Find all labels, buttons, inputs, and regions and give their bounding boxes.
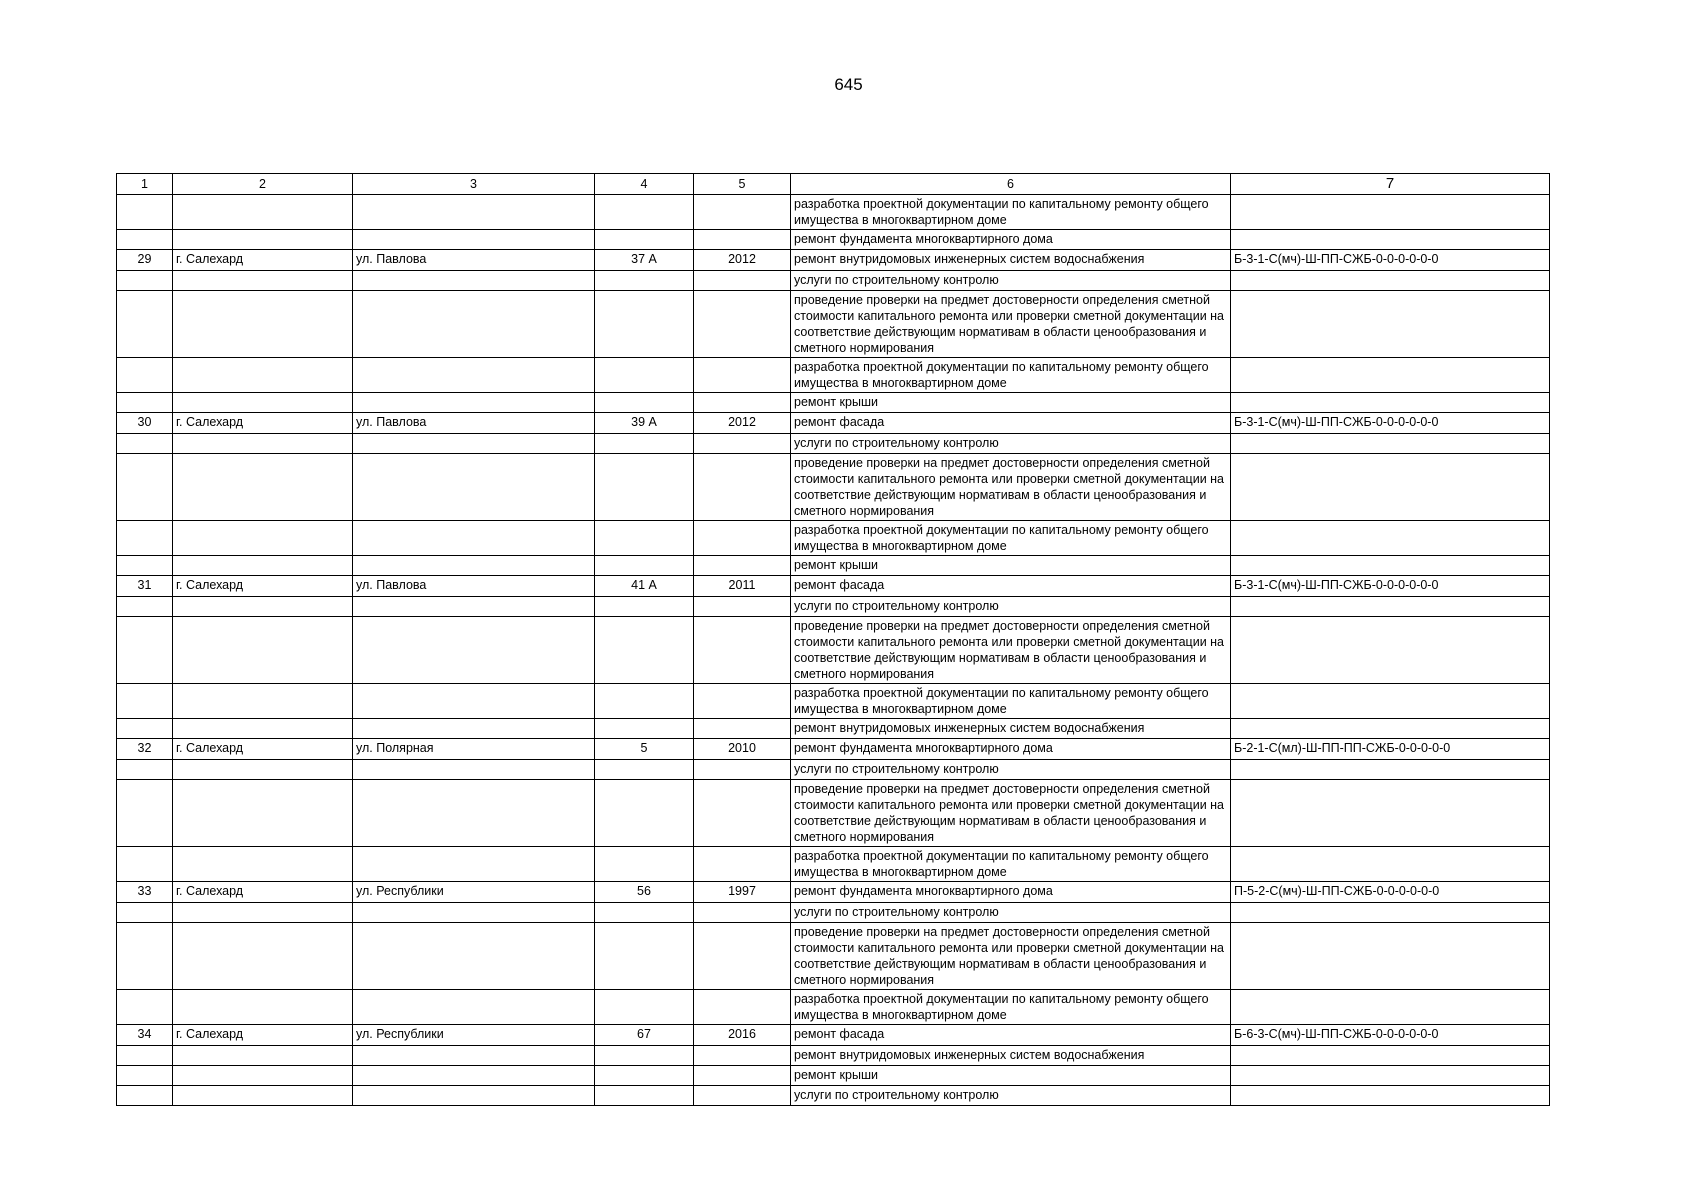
cell-number <box>117 903 173 923</box>
cell-number <box>117 597 173 617</box>
capital-repair-table <box>116 173 1550 1106</box>
cell-year <box>694 434 791 454</box>
cell-year <box>694 1086 791 1106</box>
cell-city: г. Салехард <box>173 413 353 434</box>
cell-code: Б-3-1-С(мч)-Ш-ПП-СЖБ-0-0-0-0-0-0 <box>1231 413 1550 434</box>
cell-work-type: разработка проектной документации по капитальному ремонту общего имущества в многоквартирном доме <box>791 195 1231 230</box>
cell-number: 30 <box>117 413 173 434</box>
cell-work-type: ремонт внутридомовых инженерных систем водоснабжения <box>791 1046 1231 1066</box>
cell-code <box>1231 1066 1550 1086</box>
table-row <box>117 719 1550 739</box>
cell-house <box>595 990 694 1025</box>
col-header-5: 5 <box>694 174 791 195</box>
cell-city <box>173 617 353 684</box>
cell-city <box>173 719 353 739</box>
table-row <box>117 1046 1550 1066</box>
cell-city: г. Салехард <box>173 250 353 271</box>
cell-house <box>595 358 694 393</box>
cell-work-type: проведение проверки на предмет достоверности определения сметной стоимости капитального ремонта или проверки сметной документации на соответствие действующим нормативам в области ценообразования и сметного нормирования <box>791 617 1231 684</box>
cell-work-type: ремонт внутридомовых инженерных систем водоснабжения <box>791 719 1231 739</box>
table-row <box>117 760 1550 780</box>
cell-code <box>1231 597 1550 617</box>
cell-work-type: услуги по строительному контролю <box>791 903 1231 923</box>
cell-code <box>1231 434 1550 454</box>
cell-number: 32 <box>117 739 173 760</box>
cell-house <box>595 230 694 250</box>
cell-street <box>353 903 595 923</box>
cell-city <box>173 521 353 556</box>
cell-number <box>117 990 173 1025</box>
cell-year: 1997 <box>694 882 791 903</box>
cell-street <box>353 597 595 617</box>
table-row <box>117 521 1550 556</box>
cell-number: 34 <box>117 1025 173 1046</box>
cell-street <box>353 1046 595 1066</box>
cell-work-type: ремонт крыши <box>791 1066 1231 1086</box>
cell-code: П-5-2-С(мч)-Ш-ПП-СЖБ-0-0-0-0-0-0 <box>1231 882 1550 903</box>
cell-number <box>117 1066 173 1086</box>
cell-year <box>694 990 791 1025</box>
cell-street: ул. Павлова <box>353 413 595 434</box>
table-row <box>117 1066 1550 1086</box>
table-row <box>117 1086 1550 1106</box>
table-row <box>117 454 1550 521</box>
cell-number <box>117 521 173 556</box>
cell-code <box>1231 1046 1550 1066</box>
cell-work-type: разработка проектной документации по капитальному ремонту общего имущества в многоквартирном доме <box>791 990 1231 1025</box>
table-row <box>117 271 1550 291</box>
table-row <box>117 195 1550 230</box>
cell-number <box>117 923 173 990</box>
cell-work-type: проведение проверки на предмет достоверности определения сметной стоимости капитального ремонта или проверки сметной документации на соответствие действующим нормативам в области ценообразования и сметного нормирования <box>791 454 1231 521</box>
cell-city: г. Салехард <box>173 882 353 903</box>
cell-city <box>173 847 353 882</box>
table-row <box>117 576 1550 597</box>
cell-year <box>694 684 791 719</box>
cell-house <box>595 847 694 882</box>
cell-house <box>595 291 694 358</box>
cell-number <box>117 760 173 780</box>
cell-number <box>117 454 173 521</box>
cell-year <box>694 903 791 923</box>
cell-street: ул. Республики <box>353 882 595 903</box>
cell-street <box>353 271 595 291</box>
cell-house: 37 А <box>595 250 694 271</box>
cell-work-type: ремонт фасада <box>791 576 1231 597</box>
cell-work-type: проведение проверки на предмет достоверности определения сметной стоимости капитального ремонта или проверки сметной документации на соответствие действующим нормативам в области ценообразования и сметного нормирования <box>791 291 1231 358</box>
cell-code <box>1231 684 1550 719</box>
cell-house <box>595 556 694 576</box>
cell-street: ул. Павлова <box>353 250 595 271</box>
cell-year: 2010 <box>694 739 791 760</box>
table-row <box>117 250 1550 271</box>
cell-house: 5 <box>595 739 694 760</box>
cell-work-type: ремонт крыши <box>791 393 1231 413</box>
cell-number <box>117 230 173 250</box>
cell-number: 31 <box>117 576 173 597</box>
cell-house <box>595 271 694 291</box>
cell-year <box>694 597 791 617</box>
cell-house <box>595 780 694 847</box>
cell-code <box>1231 556 1550 576</box>
col-header-7: 7 <box>1231 174 1550 195</box>
cell-street <box>353 195 595 230</box>
cell-code <box>1231 1086 1550 1106</box>
cell-street <box>353 923 595 990</box>
cell-year <box>694 230 791 250</box>
cell-work-type: разработка проектной документации по капитальному ремонту общего имущества в многоквартирном доме <box>791 847 1231 882</box>
cell-number <box>117 358 173 393</box>
cell-work-type: проведение проверки на предмет достоверности определения сметной стоимости капитального ремонта или проверки сметной документации на соответствие действующим нормативам в области ценообразования и сметного нормирования <box>791 923 1231 990</box>
cell-code <box>1231 990 1550 1025</box>
cell-number <box>117 291 173 358</box>
cell-street <box>353 719 595 739</box>
cell-work-type: ремонт фундамента многоквартирного дома <box>791 739 1231 760</box>
cell-year <box>694 719 791 739</box>
cell-street <box>353 1066 595 1086</box>
cell-work-type: услуги по строительному контролю <box>791 760 1231 780</box>
cell-street <box>353 847 595 882</box>
cell-city <box>173 1046 353 1066</box>
table-row <box>117 617 1550 684</box>
table-row <box>117 393 1550 413</box>
cell-house <box>595 719 694 739</box>
cell-city <box>173 271 353 291</box>
col-header-6: 6 <box>791 174 1231 195</box>
cell-city <box>173 990 353 1025</box>
cell-year <box>694 1066 791 1086</box>
cell-city: г. Салехард <box>173 576 353 597</box>
cell-number <box>117 847 173 882</box>
cell-street <box>353 291 595 358</box>
cell-code <box>1231 780 1550 847</box>
cell-number: 33 <box>117 882 173 903</box>
cell-house <box>595 903 694 923</box>
col-header-3: 3 <box>353 174 595 195</box>
cell-number <box>117 719 173 739</box>
cell-house <box>595 760 694 780</box>
cell-street: ул. Республики <box>353 1025 595 1046</box>
table-row <box>117 556 1550 576</box>
cell-work-type: разработка проектной документации по капитальному ремонту общего имущества в многоквартирном доме <box>791 521 1231 556</box>
cell-code <box>1231 195 1550 230</box>
table-row <box>117 923 1550 990</box>
cell-year <box>694 1046 791 1066</box>
table-row <box>117 597 1550 617</box>
cell-street <box>353 684 595 719</box>
cell-city <box>173 597 353 617</box>
table-row <box>117 291 1550 358</box>
cell-code <box>1231 719 1550 739</box>
cell-year <box>694 780 791 847</box>
cell-city <box>173 230 353 250</box>
cell-work-type: ремонт фасада <box>791 1025 1231 1046</box>
cell-code: Б-3-1-С(мч)-Ш-ПП-СЖБ-0-0-0-0-0-0 <box>1231 576 1550 597</box>
cell-code <box>1231 291 1550 358</box>
cell-street <box>353 760 595 780</box>
table-row <box>117 882 1550 903</box>
cell-year: 2011 <box>694 576 791 597</box>
table-row <box>117 230 1550 250</box>
cell-city <box>173 556 353 576</box>
cell-number <box>117 1086 173 1106</box>
cell-house <box>595 434 694 454</box>
cell-year: 2012 <box>694 250 791 271</box>
cell-house <box>595 1066 694 1086</box>
cell-house <box>595 195 694 230</box>
cell-street <box>353 556 595 576</box>
cell-code <box>1231 358 1550 393</box>
cell-city <box>173 780 353 847</box>
cell-house <box>595 521 694 556</box>
col-header-4: 4 <box>595 174 694 195</box>
cell-code <box>1231 230 1550 250</box>
cell-work-type: услуги по строительному контролю <box>791 597 1231 617</box>
cell-number <box>117 617 173 684</box>
col-header-1: 1 <box>117 174 173 195</box>
table-row <box>117 990 1550 1025</box>
header-row <box>117 174 1550 195</box>
cell-street <box>353 434 595 454</box>
cell-year: 2016 <box>694 1025 791 1046</box>
table-row <box>117 847 1550 882</box>
cell-number <box>117 271 173 291</box>
cell-work-type: ремонт внутридомовых инженерных систем водоснабжения <box>791 250 1231 271</box>
cell-house: 41 А <box>595 576 694 597</box>
cell-house <box>595 617 694 684</box>
cell-house <box>595 684 694 719</box>
cell-year <box>694 291 791 358</box>
col-header-2: 2 <box>173 174 353 195</box>
cell-number <box>117 195 173 230</box>
cell-code <box>1231 617 1550 684</box>
cell-city <box>173 358 353 393</box>
cell-year <box>694 195 791 230</box>
cell-work-type: услуги по строительному контролю <box>791 1086 1231 1106</box>
cell-code <box>1231 271 1550 291</box>
cell-year <box>694 393 791 413</box>
cell-street <box>353 358 595 393</box>
cell-street <box>353 454 595 521</box>
cell-street <box>353 1086 595 1106</box>
cell-street <box>353 990 595 1025</box>
cell-work-type: проведение проверки на предмет достоверности определения сметной стоимости капитального ремонта или проверки сметной документации на соответствие действующим нормативам в области ценообразования и сметного нормирования <box>791 780 1231 847</box>
cell-number <box>117 393 173 413</box>
cell-code <box>1231 393 1550 413</box>
cell-street: ул. Полярная <box>353 739 595 760</box>
cell-number: 29 <box>117 250 173 271</box>
cell-year <box>694 923 791 990</box>
cell-city <box>173 903 353 923</box>
cell-code <box>1231 760 1550 780</box>
cell-work-type: ремонт крыши <box>791 556 1231 576</box>
cell-house <box>595 597 694 617</box>
page-number: 645 <box>834 75 863 94</box>
table-row <box>117 903 1550 923</box>
cell-city <box>173 760 353 780</box>
cell-year <box>694 847 791 882</box>
cell-year <box>694 617 791 684</box>
table-row <box>117 684 1550 719</box>
cell-work-type: услуги по строительному контролю <box>791 271 1231 291</box>
table-row <box>117 358 1550 393</box>
cell-year <box>694 521 791 556</box>
cell-work-type: разработка проектной документации по капитальному ремонту общего имущества в многоквартирном доме <box>791 684 1231 719</box>
cell-number <box>117 684 173 719</box>
cell-city <box>173 1066 353 1086</box>
cell-year <box>694 556 791 576</box>
table-row <box>117 413 1550 434</box>
cell-code <box>1231 521 1550 556</box>
cell-year <box>694 358 791 393</box>
cell-house <box>595 1086 694 1106</box>
cell-street: ул. Павлова <box>353 576 595 597</box>
cell-house <box>595 1046 694 1066</box>
cell-city: г. Салехард <box>173 1025 353 1046</box>
cell-city <box>173 1086 353 1106</box>
cell-work-type: разработка проектной документации по капитальному ремонту общего имущества в многоквартирном доме <box>791 358 1231 393</box>
table-row <box>117 780 1550 847</box>
cell-work-type: услуги по строительному контролю <box>791 434 1231 454</box>
cell-year <box>694 271 791 291</box>
cell-house: 56 <box>595 882 694 903</box>
cell-code: Б-6-3-С(мч)-Ш-ПП-СЖБ-0-0-0-0-0-0 <box>1231 1025 1550 1046</box>
cell-work-type: ремонт фундамента многоквартирного дома <box>791 882 1231 903</box>
table-row <box>117 739 1550 760</box>
cell-house: 67 <box>595 1025 694 1046</box>
cell-city <box>173 454 353 521</box>
cell-street <box>353 780 595 847</box>
cell-city <box>173 195 353 230</box>
cell-code: Б-2-1-С(мл)-Ш-ПП-ПП-СЖБ-0-0-0-0-0 <box>1231 739 1550 760</box>
cell-code <box>1231 847 1550 882</box>
cell-street <box>353 393 595 413</box>
cell-code <box>1231 923 1550 990</box>
cell-year <box>694 454 791 521</box>
cell-number <box>117 1046 173 1066</box>
cell-city: г. Салехард <box>173 739 353 760</box>
cell-city <box>173 393 353 413</box>
cell-work-type: ремонт фундамента многоквартирного дома <box>791 230 1231 250</box>
cell-city <box>173 684 353 719</box>
cell-number <box>117 780 173 847</box>
cell-number <box>117 556 173 576</box>
cell-code: Б-3-1-С(мч)-Ш-ПП-СЖБ-0-0-0-0-0-0 <box>1231 250 1550 271</box>
cell-year <box>694 760 791 780</box>
cell-street <box>353 521 595 556</box>
table-row <box>117 434 1550 454</box>
cell-code <box>1231 903 1550 923</box>
cell-street <box>353 617 595 684</box>
cell-year: 2012 <box>694 413 791 434</box>
cell-street <box>353 230 595 250</box>
table-row <box>117 1025 1550 1046</box>
cell-code <box>1231 454 1550 521</box>
cell-house <box>595 454 694 521</box>
cell-city <box>173 434 353 454</box>
cell-work-type: ремонт фасада <box>791 413 1231 434</box>
cell-city <box>173 291 353 358</box>
cell-house <box>595 393 694 413</box>
cell-house <box>595 923 694 990</box>
cell-house: 39 А <box>595 413 694 434</box>
cell-number <box>117 434 173 454</box>
cell-city <box>173 923 353 990</box>
